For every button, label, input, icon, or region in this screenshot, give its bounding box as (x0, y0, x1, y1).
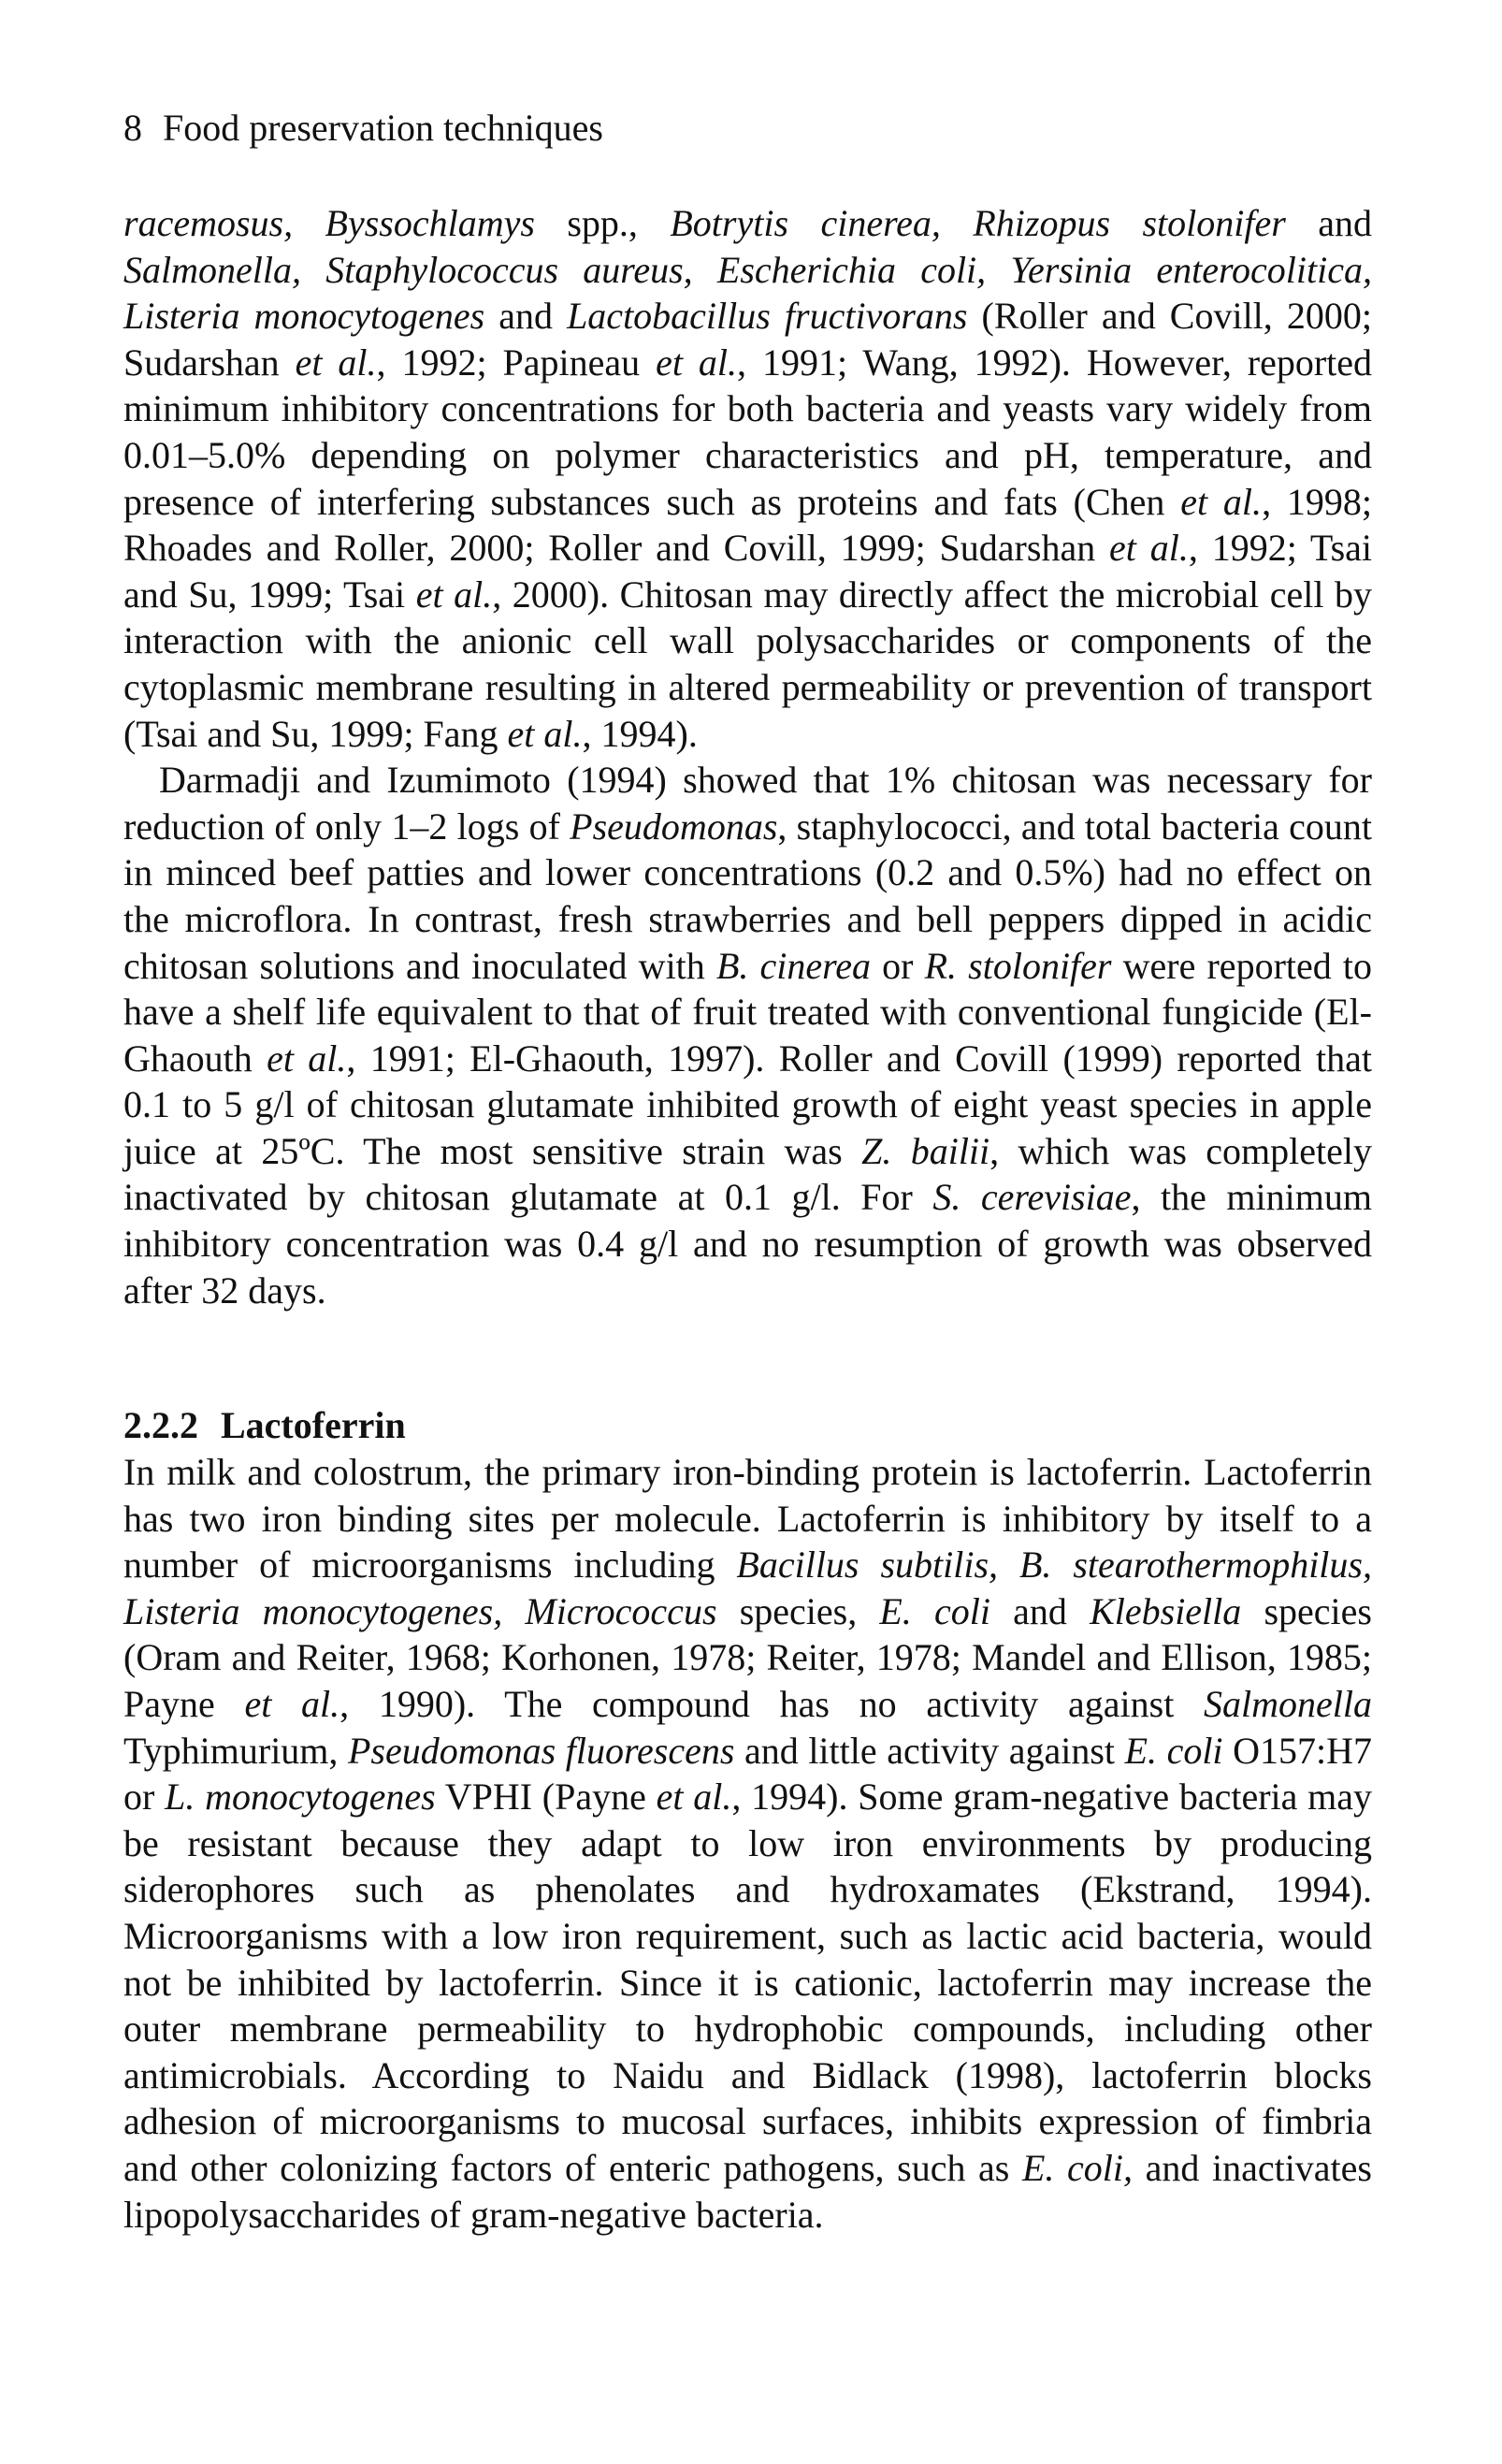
paragraph-chitosan-studies (123, 757, 1372, 1313)
text-run: O157:H7 or (123, 1729, 1373, 1819)
italic-term: E. coli (879, 1589, 990, 1632)
body-text-block (123, 200, 1372, 1313)
text-run: , 1992; Papineau (376, 341, 657, 384)
text-run: , which was completely inactivated by chitosan glutamate at 0.1 g/l. For (123, 1129, 1373, 1219)
italic-term: R. stolonifer (924, 944, 1112, 987)
italic-term: Pseudomonas (570, 804, 778, 848)
italic-term: E. coli (1124, 1729, 1223, 1772)
text-run: , 1998; Rhoades and Roller, 2000; Roller and Covill, 1999; Sudarshan (123, 480, 1373, 570)
text-run: (Roller and Covill, 2000; Sudarshan (123, 295, 1372, 384)
text-run: and (1285, 202, 1372, 244)
italic-term: et al. (295, 341, 377, 384)
text-run: , 1992; Tsai and Su, 1999; Tsai (123, 527, 1372, 616)
section-heading (123, 1402, 406, 1449)
text-run: , 1991; Wang, 1992). However, reported minimum inhibitory concentrations for both bacteria and yeasts vary widely from 0.01–5.0% depending on polymer characteristics and pH, temperature, and presence of interfering substances such as proteins and fats (Chen (123, 341, 1373, 523)
text-run: species, (716, 1589, 880, 1632)
paragraph-lactoferrin (123, 1449, 1372, 2238)
running-title: Food preservation techniques (163, 107, 603, 149)
text-run: species (Oram and Reiter, 1968; Korhonen, 1978; Reiter, 1978; Mandel and Ellison, 1985; Payne (123, 1589, 1372, 1725)
text-run: , 1994). Some gram-negative bacteria may be resistant because they adapt to low iron environments by producing siderophores such as phenolates and hydroxamates (Ekstrand, 1994). Microorganisms with a low iron requirement, such as lactic acid bacteria, would not be inhibited by lactoferrin. Since it is cationic, lactoferrin may increase the outer membrane permeability to hydrophobic compounds, including other antimicrobials. According to Naidu and Bidlack (1998), lactoferrin blocks adhesion of microorganisms to mucosal surfaces, inhibits expression of fimbria and other colonizing factors of enteric pathogens, such as (123, 1776, 1373, 2189)
text-run: , staphylococci, and total bacteria count in minced beef patties and lower concentrations (0.2 and 0.5%) had no effect on the microflora. In contrast, fresh strawberries and bell peppers dipped in acidic chitosan solutions and inoculated with (123, 804, 1372, 987)
text-run: and (484, 295, 568, 338)
text-run: Typhimurium, (123, 1729, 348, 1772)
text-run: , 1994). (582, 712, 698, 755)
text-run: VPHI (Payne (435, 1776, 657, 1819)
italic-term: Bacillus subtilis, B. stearothermophilus, Listeria monocytogenes, Micrococcus (123, 1544, 1372, 1632)
text-run: Darmadji and Izumimoto (1994) showed that 1% chitosan was necessary for reduction of only 1–2 logs of (123, 759, 1372, 848)
italic-term: et al. (656, 341, 738, 384)
running-head (123, 105, 603, 152)
italic-term: et al. (267, 1036, 347, 1080)
italic-term: L. monocytogenes (165, 1776, 436, 1819)
italic-term: et al. (656, 1776, 732, 1819)
italic-term: et al. (1180, 480, 1263, 523)
text-run: , 2000). Chitosan may directly affect the microbial cell by interaction with the anionic cell wall polysaccharides or components of the cytoplasmic membrane resulting in altered permeability or prevention of transport (Tsai and Su, 1999; Fang (123, 573, 1373, 755)
page-number: 8 (123, 107, 142, 149)
paragraph-chitosan-activity (123, 200, 1372, 757)
text-run: spp., (534, 202, 671, 244)
text-run: , 1991; El-Ghaouth, 1997). Roller and Covill (1999) reported that 0.1 to 5 g/l of chitosan glutamate inhibited growth of eight yeast species in apple juice at 25ºC. The most sensitive strain was (123, 1036, 1372, 1172)
italic-term: Salmonella, Staphylococcus aureus, Escherichia coli, Yersinia enterocolitica, Listeria monocytogenes (123, 248, 1372, 338)
italic-term: B. cinerea (715, 944, 871, 987)
italic-term: et al. (507, 712, 583, 755)
text-run: were reported to have a shelf life equivalent to that of fruit treated with conventional fungicide (El-Ghaouth (123, 944, 1373, 1080)
text-run: , 1990). The compound has no activity against (339, 1682, 1205, 1725)
text-run: and inactivates lipopolysaccharides of gram-negative bacteria. (123, 2146, 1372, 2236)
italic-term: Pseudomonas fluorescens (347, 1729, 735, 1772)
italic-term: Z. bailii (861, 1129, 990, 1172)
text-run: In milk and colostrum, the primary iron-binding protein is lactoferrin. Lactoferrin has two iron binding sites per molecule. Lactoferrin is inhibitory by itself to a number of microorganisms including (123, 1451, 1372, 1587)
text-run: and (989, 1589, 1090, 1632)
text-run: or (870, 944, 925, 987)
section-title: Lactoferrin (221, 1404, 406, 1446)
italic-term: Botrytis cinerea, Rhizopus stolonifer (670, 202, 1286, 244)
italic-term: Klebsiella (1090, 1589, 1242, 1632)
italic-term: Salmonella (1204, 1682, 1372, 1725)
italic-term: et al. (415, 573, 493, 616)
italic-term: et al. (244, 1682, 340, 1725)
text-run: and little activity against (734, 1729, 1125, 1772)
italic-term: et al. (1109, 527, 1189, 570)
italic-term: E. coli, (1021, 2146, 1133, 2189)
italic-term: S. cerevisiae (932, 1176, 1132, 1219)
section-number: 2.2.2 (123, 1404, 198, 1446)
italic-term: racemosus, Byssochlamys (123, 202, 535, 244)
italic-term: Lactobacillus fructivorans (567, 295, 968, 338)
text-run: , the minimum inhibitory concentration was 0.4 g/l and no resumption of growth was observed after 32 days. (123, 1176, 1372, 1312)
body-text-block-lactoferrin (123, 1449, 1372, 2238)
